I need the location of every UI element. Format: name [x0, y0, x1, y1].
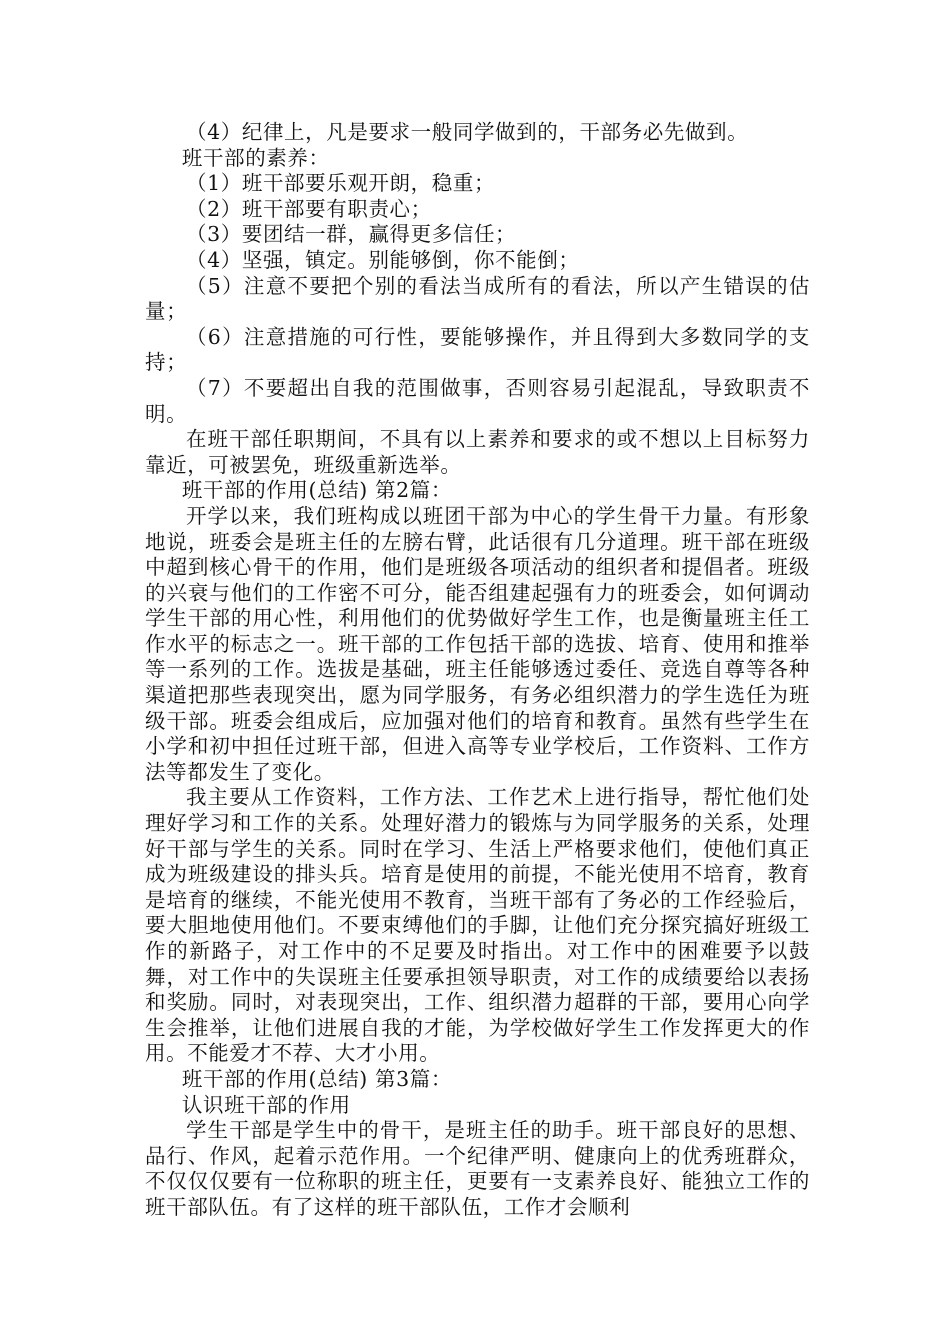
list-item: （7）不要超出自我的范围做事，否则容易引起混乱，导致职责不明。 — [145, 375, 810, 426]
list-item: （5）注意不要把个别的看法当成所有的看法，所以产生错误的估量； — [145, 273, 810, 324]
subheading-understand-role: 认识班干部的作用 — [181, 1092, 351, 1117]
list-item: （1）班干部要乐观开朗，稳重； — [186, 171, 496, 196]
paragraph-body: 开学以来，我们班构成以班团干部为中心的学生骨干力量。有形象地说，班委会是班主任的左膀右臂，此话很有几分道理。班干部在班级中超到核心骨干的作用，他们是班级各项活动的组织者和提倡者。班级的兴衰与他们的工作密不可分，能否组建起强有力的班委会，如何调动学生干部的用心性，利用他们的优势做好学生工作，也是衡量班主任工作水平的标志之一。班干部的工作包括干部的选拔、培育、使用和推举等一系列的工作。选拔是基础，班主任能够透过委任、竞选自尊等各种渠道把那些表现突出，愿为同学服务，有务必组织潜力的学生选任为班级干部。班委会组成后，应加强对他们的培育和教育。虽然有些学生在小学和初中担任过班干部，但进入高等专业学校后，工作资料、工作方法等都发生了变化。 — [145, 503, 810, 784]
heading-qualities: 班干部的素养： — [181, 145, 330, 170]
paragraph-body: 我主要从工作资料，工作方法、工作艺术上进行指导，帮忙他们处理好学习和工作的关系。处理好潜力的锻炼与为同学服务的关系，处理好干部与学生的关系。同时在学习、生活上严格要求他们，使他们真正成为班级建设的排头兵。培育是使用的前提，不能光使用不培育，教育是培育的继续，不能光使用不教育，当班干部有了务必的工作经验后，要大胆地使用他们。不要束缚他们的手脚，让他们充分探究搞好班级工作的新路子，对工作中的不足要及时指出。对工作中的困难要予以鼓舞，对工作中的失误班主任要承担领导职责，对工作的成绩要给以表扬和奖励。同时，对表现突出，工作、组织潜力超群的干部，要用心向学生会推举，让他们进展自我的才能，为学校做好学生工作发挥更大的作用。不能爱才不荐、大才小用。 — [145, 785, 810, 1066]
list-item: （3）要团结一群，赢得更多信任； — [186, 222, 517, 247]
list-item: （2）班干部要有职责心； — [186, 196, 432, 221]
paragraph-body: 学生干部是学生中的骨干，是班主任的助手。班干部良好的思想、品行、作风，起着示范作用。一个纪律严明、健康向上的优秀班群众，不仅仅仅要有一位称职的班主任，更要有一支素养良好、能独立工作的班干部队伍。有了这样的班干部队伍，工作才会顺利 — [145, 1118, 810, 1219]
heading-part-3: 班干部的作用(总结) 第3篇： — [181, 1066, 452, 1091]
list-item: （6）注意措施的可行性，要能够操作，并且得到大多数同学的支持； — [145, 324, 810, 375]
heading-part-2: 班干部的作用(总结) 第2篇： — [181, 478, 452, 503]
paragraph-dismissal: 在班干部任职期间，不具有以上素养和要求的或不想以上目标努力靠近，可被罢免，班级重新选举。 — [145, 427, 810, 477]
paragraph-discipline: （4）纪律上，凡是要求一般同学做到的，干部务必先做到。 — [186, 120, 749, 144]
list-item: （4）坚强，镇定。别能够倒，你不能倒； — [186, 247, 580, 272]
